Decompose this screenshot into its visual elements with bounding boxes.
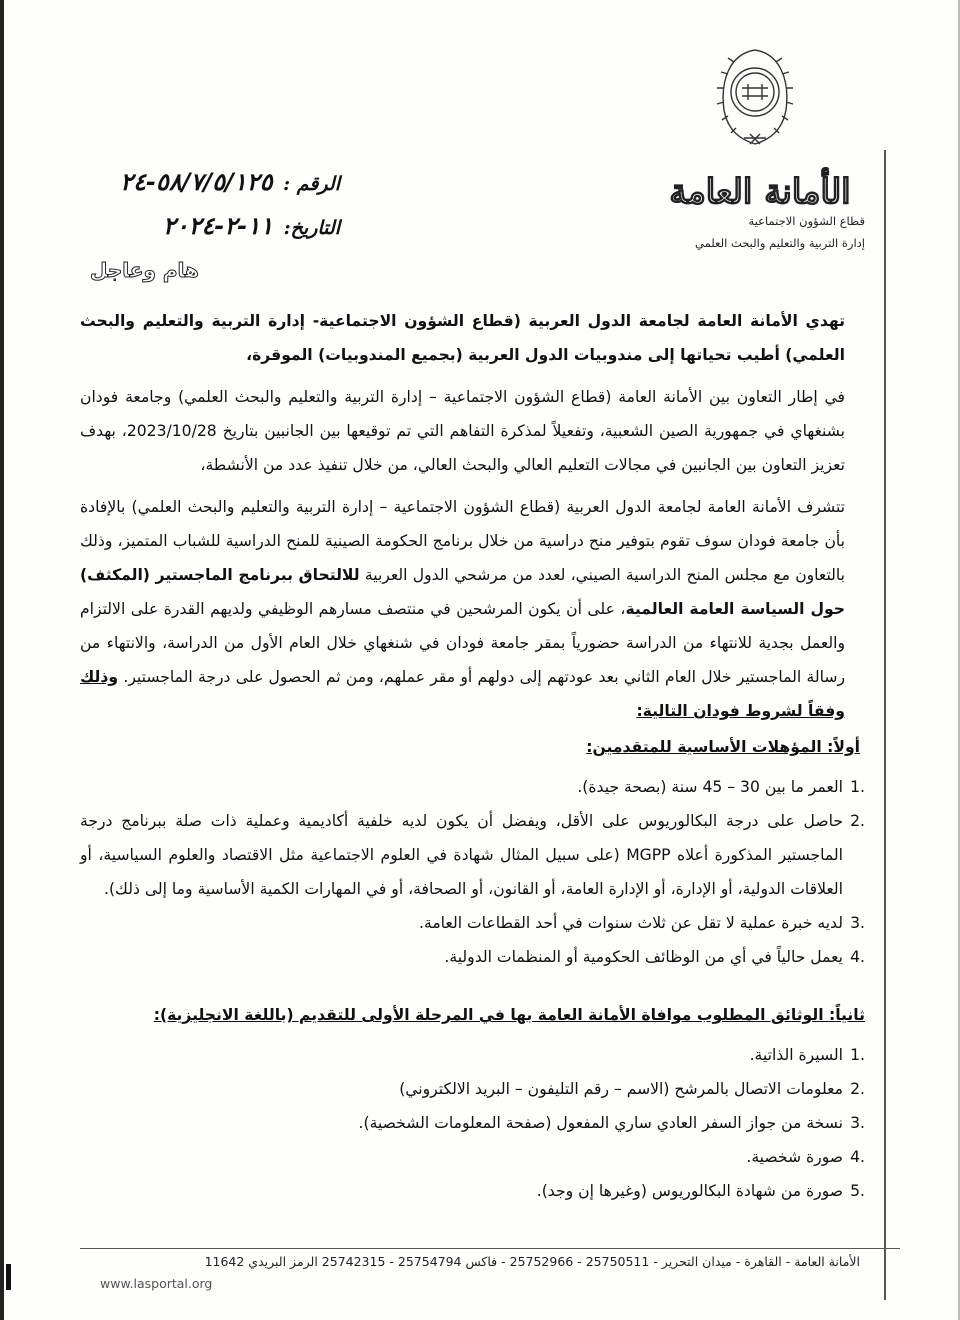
documents-list xyxy=(80,1038,865,1208)
scan-edge-left xyxy=(0,0,4,1320)
intro-paragraph: تهدي الأمانة العامة لجامعة الدول العربية (قطاع الشؤون الاجتماعية- إدارة التربية والتعليم والبحث العلمي) أطيب تحياتها إلى مندوبيات الدول العربية (بجميع المندوبيات) الموقرة، xyxy=(80,312,845,364)
section2-heading: ثانياً: الوثائق المطلوب موافاة الأمانة العامة بها في المرحلة الأولى للتقديم (باللغة الانجليزية): xyxy=(153,1006,865,1024)
date-row xyxy=(163,212,340,240)
list-item: 5. صورة من شهادة البكالوريوس (وغيرها إن وجد). xyxy=(536,1182,865,1200)
org-name-title: الأمانة العامة xyxy=(669,172,851,212)
sector-name: قطاع الشؤون الاجتماعية xyxy=(748,214,865,228)
section1-heading: أولاً: المؤهلات الأساسية للمتقدمين: xyxy=(586,738,860,756)
program-name: للالتحاق ببرنامج الماجستير (المكثف) حول السياسة العامة العالمية xyxy=(80,566,845,618)
conditions-intro: وذلك وفقاً لشروط فودان التالية: xyxy=(80,668,845,720)
arab-league-emblem-logo xyxy=(710,40,800,150)
list-item: 4. يعمل حالياً في أي من الوظائف الحكومية أو المنظمات الدولية. xyxy=(444,948,865,966)
department-name: إدارة التربية والتعليم والبحث العلمي xyxy=(695,236,865,250)
list-item: 3. لديه خبرة عملية لا تقل عن ثلاث سنوات في أحد القطاعات العامة. xyxy=(419,914,865,932)
footer-divider xyxy=(80,1248,900,1249)
urgent-stamp: هام وعاجل xyxy=(90,258,199,282)
list-item: 2. حاصل على درجة البكالوريوس على الأقل، ويفضل أن يكون لديه خلفية أكاديمية وعملية ذات صلة ببرنامج درجة الماجستير المذكورة أعلاه MGPP (على سبيل المثال شهادة في العلوم الاجتماعية مثل الاقتصاد والعلوم السياسية، أو العلاقات الدولية، أو الإدارة، أو الإدارة العامة، أو القانون، أو الصحافة، أو في المهارات الكمية الأساسية وما إلى ذلك). xyxy=(80,812,865,898)
reference-value: ٥٨/٧/٥/١٢٥-٢٤ xyxy=(120,168,273,196)
date-label: التاريخ: xyxy=(283,217,340,239)
scholarship-paragraph xyxy=(80,490,845,728)
list-item: 3. نسخة من جواز السفر العادي ساري المفعول (صفحة المعلومات الشخصية). xyxy=(358,1114,865,1132)
scholarship-text-a: تتشرف الأمانة العامة لجامعة الدول العربية (قطاع الشؤون الاجتماعية – إدارة التربية والتعليم والبحث العلمي) بالإفادة بأن جامعة فودان سوف تقوم بتوفير منح دراسية من خلال برنامج الحكومة الصينية للمنح الدراسية للشباب المتميز، وذلك بالتعاون مع مجلس المنح الدراسية الصيني، لعدد من مرشحي الدول العربية xyxy=(80,498,845,584)
list-item: 1. العمر ما بين 30 – 45 سنة (بصحة جيدة). xyxy=(577,778,865,796)
margin-rule xyxy=(884,150,886,1300)
list-item: 4. صورة شخصية. xyxy=(746,1148,865,1166)
footer-address: الأمانة العامة - القاهرة - ميدان التحرير - 25750511 - 25752966 - فاكس 25754794 - 25742315 الرمز البريدي 11642 xyxy=(204,1254,860,1269)
scholarship-text-c: ، على أن يكون المرشحين في منتصف مسارهم الوظيفي ولديهم القدرة على الالتزام والعمل بجدية للانتهاء من الدراسة حضورياً بمقر جامعة فودان في شنغهاي خلال العام الأول من الدراسة، والانتهاء من رسالة الماجستير خلال العام الثاني بعد عودتهم إلى دولهم أو مقر عملهم، ومن ثم الحصول على درجة الماجستير. xyxy=(80,600,845,686)
date-value: ١١-٢-٢٠٢٤ xyxy=(162,212,274,240)
scan-mark xyxy=(6,1264,11,1290)
reference-label: الرقم : xyxy=(283,173,340,195)
list-item: 1. السيرة الذاتية. xyxy=(749,1046,865,1064)
qualifications-list xyxy=(80,770,865,974)
list-item: 2. معلومات الاتصال بالمرشح (الاسم – رقم التليفون – البريد الالكتروني) xyxy=(399,1080,865,1098)
cooperation-paragraph: في إطار التعاون بين الأمانة العامة (قطاع الشؤون الاجتماعية – إدارة التربية والتعليم والبحث العلمي) وجامعة فودان بشنغهاي في جمهورية الصين الشعبية، وتفعيلاً لمذكرة التفاهم التي تم توقيعها بين الجانبين بتاريخ 2023/10/28، بهدف تعزيز التعاون بين الجانبين في مجالات التعليم العالي والبحث العالي، من خلال تنفيذ عدد من الأنشطة، xyxy=(80,388,845,474)
footer-website: www.lasportal.org xyxy=(100,1276,213,1291)
reference-number-row xyxy=(120,168,340,196)
